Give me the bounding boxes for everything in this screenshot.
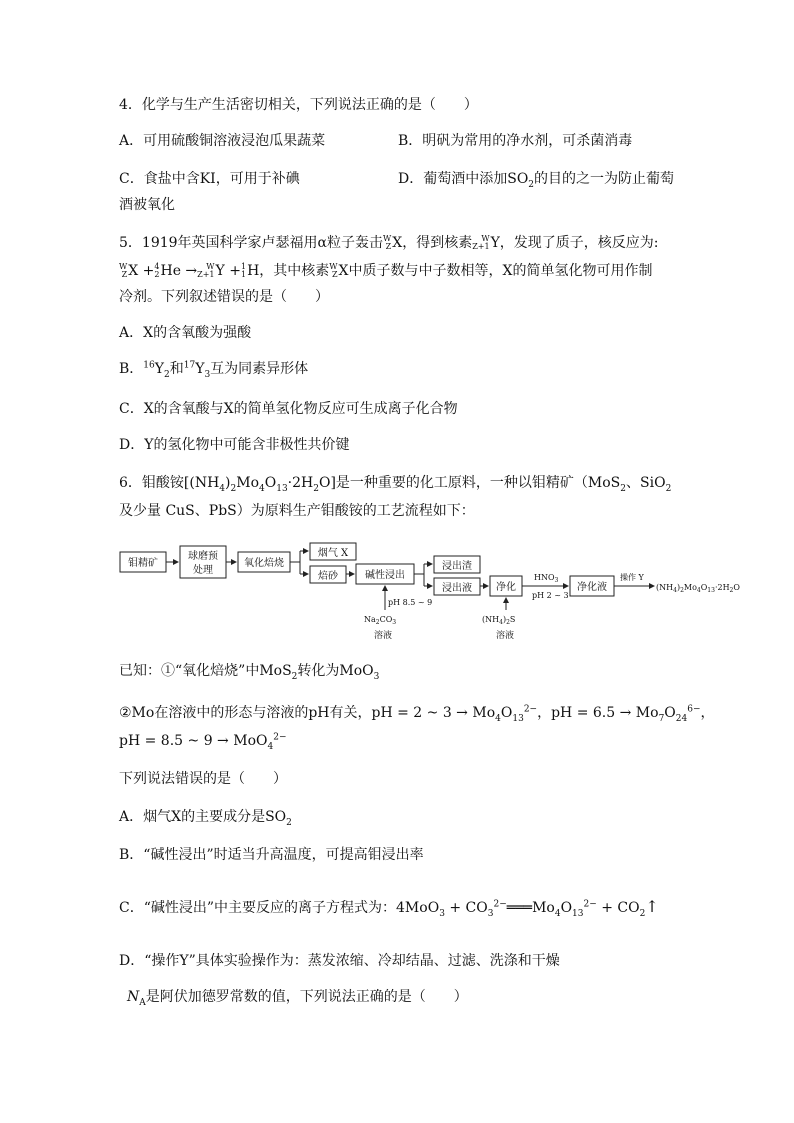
q5-option-b: B．$^{16}Y_2$和$^{17}Y_3$互为同素异形体 xyxy=(119,360,309,380)
svg-text:球磨预: 球磨预 xyxy=(188,551,218,562)
svg-text:pH 8.5 ~ 9: pH 8.5 ~ 9 xyxy=(388,598,433,607)
svg-text:溶液: 溶液 xyxy=(496,631,515,641)
q6-ask: 下列说法错误的是（ ） xyxy=(119,771,287,787)
q5-line-1: 5．1919年英国科学家卢瑟福用α粒子轰击 W Z X，得到核素 W Z+1 Y，发现了质子，核反应为: xyxy=(119,234,659,251)
q6-option-b: B．“碱性浸出”时适当升高温度，可提高钼浸出率 xyxy=(119,847,424,863)
q6-known-1: 已知：①“氧化焙烧”中MoS$_2$转化为MoO$_3$ xyxy=(119,663,380,682)
svg-text:HNO3: $HNO_3$ xyxy=(534,573,559,584)
q5-line-2: W Z X + 4 2 He → W Z+1 Y + 1 1 H，其中核素 W Z X中质子数与中子数相等，X的简单氢化物可用作制 xyxy=(119,262,653,279)
q6-known-3: pH = 8.5 ~ 9 → MoO$_4^{2-}$ xyxy=(119,732,287,752)
q7-stem: $N_A$是阿伏加德罗常数的值，下列说法正确的是（ ） xyxy=(127,989,468,1008)
q5-option-c: C．X的含氧酸与X的简单氢化物反应可生成离子化合物 xyxy=(119,401,458,417)
svg-text:溶液: 溶液 xyxy=(374,631,393,641)
q4-option-d: D．葡萄酒中添加$SO_2$的目的之一为防止葡萄 xyxy=(398,171,675,190)
svg-text:处理: 处理 xyxy=(193,565,213,576)
svg-text:碱性浸出: 碱性浸出 xyxy=(365,570,405,581)
svg-text:浸出液: 浸出液 xyxy=(442,583,472,594)
svg-text:净化液: 净化液 xyxy=(577,582,607,593)
q5-option-d: D．Y的氢化物中可能含非极性共价键 xyxy=(119,437,350,453)
nuclide-y: W Z+1 xyxy=(472,234,490,251)
svg-text:烟气 X: 烟气 X xyxy=(317,548,349,559)
q5-line-3: 冷剂。下列叙述错误的是（ ） xyxy=(119,289,329,305)
svg-text:净化: 净化 xyxy=(496,582,516,593)
q4-option-d-cont: 酒被氧化 xyxy=(119,197,175,213)
svg-text:(NH4)2Mo4O13·2H2O: $(NH_4)_2Mo_4O_{13}\cdot 2H_2O$ xyxy=(656,583,740,594)
q6-line-1: 6．钼酸铵$[(NH_4)_2Mo_4O_{13}\cdot 2H_2O]$是一种重要的化工原料，一种以钼精矿（MoS$_2$、SiO$_2$ xyxy=(119,475,672,494)
q6-option-c: C．“碱性浸出”中主要反应的离子方程式为：$4MoO_3 + CO_3^{2-}═══Mo_4O_{13}^{2-}$ + $CO_2↑$ xyxy=(119,897,659,919)
q6-option-a: A．烟气X的主要成分是$SO_2$ xyxy=(119,809,292,828)
process-flowchart xyxy=(118,540,788,650)
svg-text:操作 Y: 操作 Y xyxy=(620,573,644,582)
q5-option-a: A．X的含氧酸为强酸 xyxy=(119,325,252,341)
q4-option-b: B．明矾为常用的净水剂，可杀菌消毒 xyxy=(398,133,633,149)
svg-text:(NH4)2S: $(NH_4)_2S$ xyxy=(482,615,516,626)
svg-text:pH 2 ~ 3: pH 2 ~ 3 xyxy=(532,591,569,600)
flow-label-1: 钼精矿 xyxy=(128,558,158,569)
svg-text:浸出渣: 浸出渣 xyxy=(442,561,472,572)
q4-option-c: C．食盐中含KI，可用于补碘 xyxy=(119,171,300,187)
q6-option-d: D．“操作Y”具体实验操作为：蒸发浓缩、冷却结晶、过滤、洗涤和干燥 xyxy=(119,953,560,969)
q6-line-2: 及少量 CuS、PbS）为原料生产钼酸铵的工艺流程如下： xyxy=(119,503,475,519)
svg-text:焙砂: 焙砂 xyxy=(318,571,338,582)
svg-text:Na2CO3: $Na_2CO_3$ xyxy=(364,615,397,626)
q4-option-a: A．可用硫酸铜溶液浸泡瓜果蔬菜 xyxy=(119,133,326,149)
q6-known-2: ②Mo在溶液中的形态与溶液的pH有关，pH = 2 ~ $3 \to Mo_4O_{13}^{2-}$，pH = $6.5 \to Mo_7O_{24}^{6-}$， xyxy=(119,704,715,724)
nuclide-wzx: W Z xyxy=(383,234,392,251)
q4-stem: 4．化学与生产生活密切相关，下列说法正确的是（ ） xyxy=(119,97,478,113)
svg-text:氧化焙烧: 氧化焙烧 xyxy=(244,558,284,569)
